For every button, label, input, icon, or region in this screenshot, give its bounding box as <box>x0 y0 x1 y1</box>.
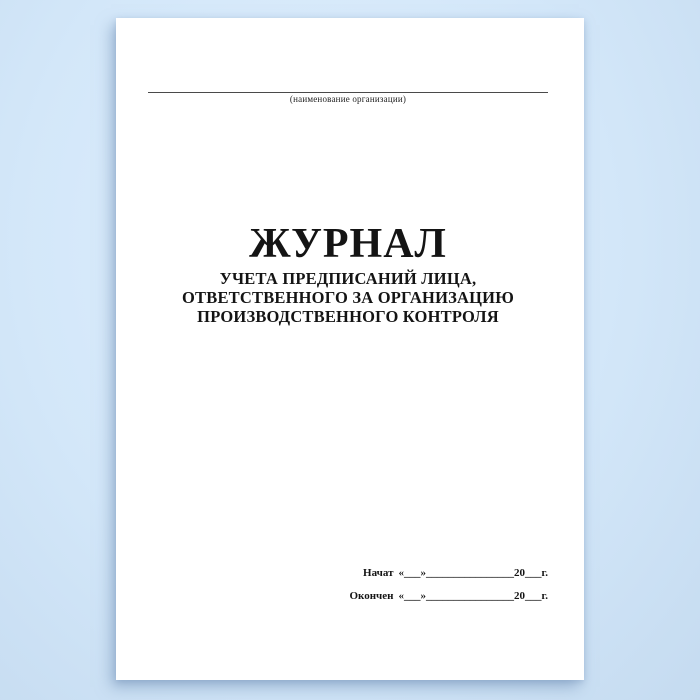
journal-title: ЖУРНАЛ <box>249 221 447 267</box>
journal-subtitle-line-2: ОТВЕТСТВЕННОГО ЗА ОРГАНИЗАЦИЮ <box>182 288 514 307</box>
date-started-label: Начат <box>363 567 394 579</box>
journal-subtitle-line-1: УЧЕТА ПРЕДПИСАНИЙ ЛИЦА, <box>219 269 477 288</box>
journal-subtitle <box>116 269 580 326</box>
date-finished-blank: «___»________________20___г. <box>398 590 548 602</box>
date-started-blank: «___»________________20___г. <box>398 567 548 579</box>
journal-subtitle-line-3: ПРОИЗВОДСТВЕННОГО КОНТРОЛЯ <box>197 307 499 326</box>
dates-block <box>349 567 548 602</box>
date-finished-label: Окончен <box>349 590 394 602</box>
date-finished-row <box>349 590 548 602</box>
journal-cover-page <box>116 18 584 680</box>
date-started-row <box>349 567 548 579</box>
title-block <box>116 222 580 326</box>
organization-name-line <box>148 92 548 93</box>
organization-name-caption: (наименование организации) <box>289 94 407 104</box>
organization-name-block <box>148 92 548 104</box>
